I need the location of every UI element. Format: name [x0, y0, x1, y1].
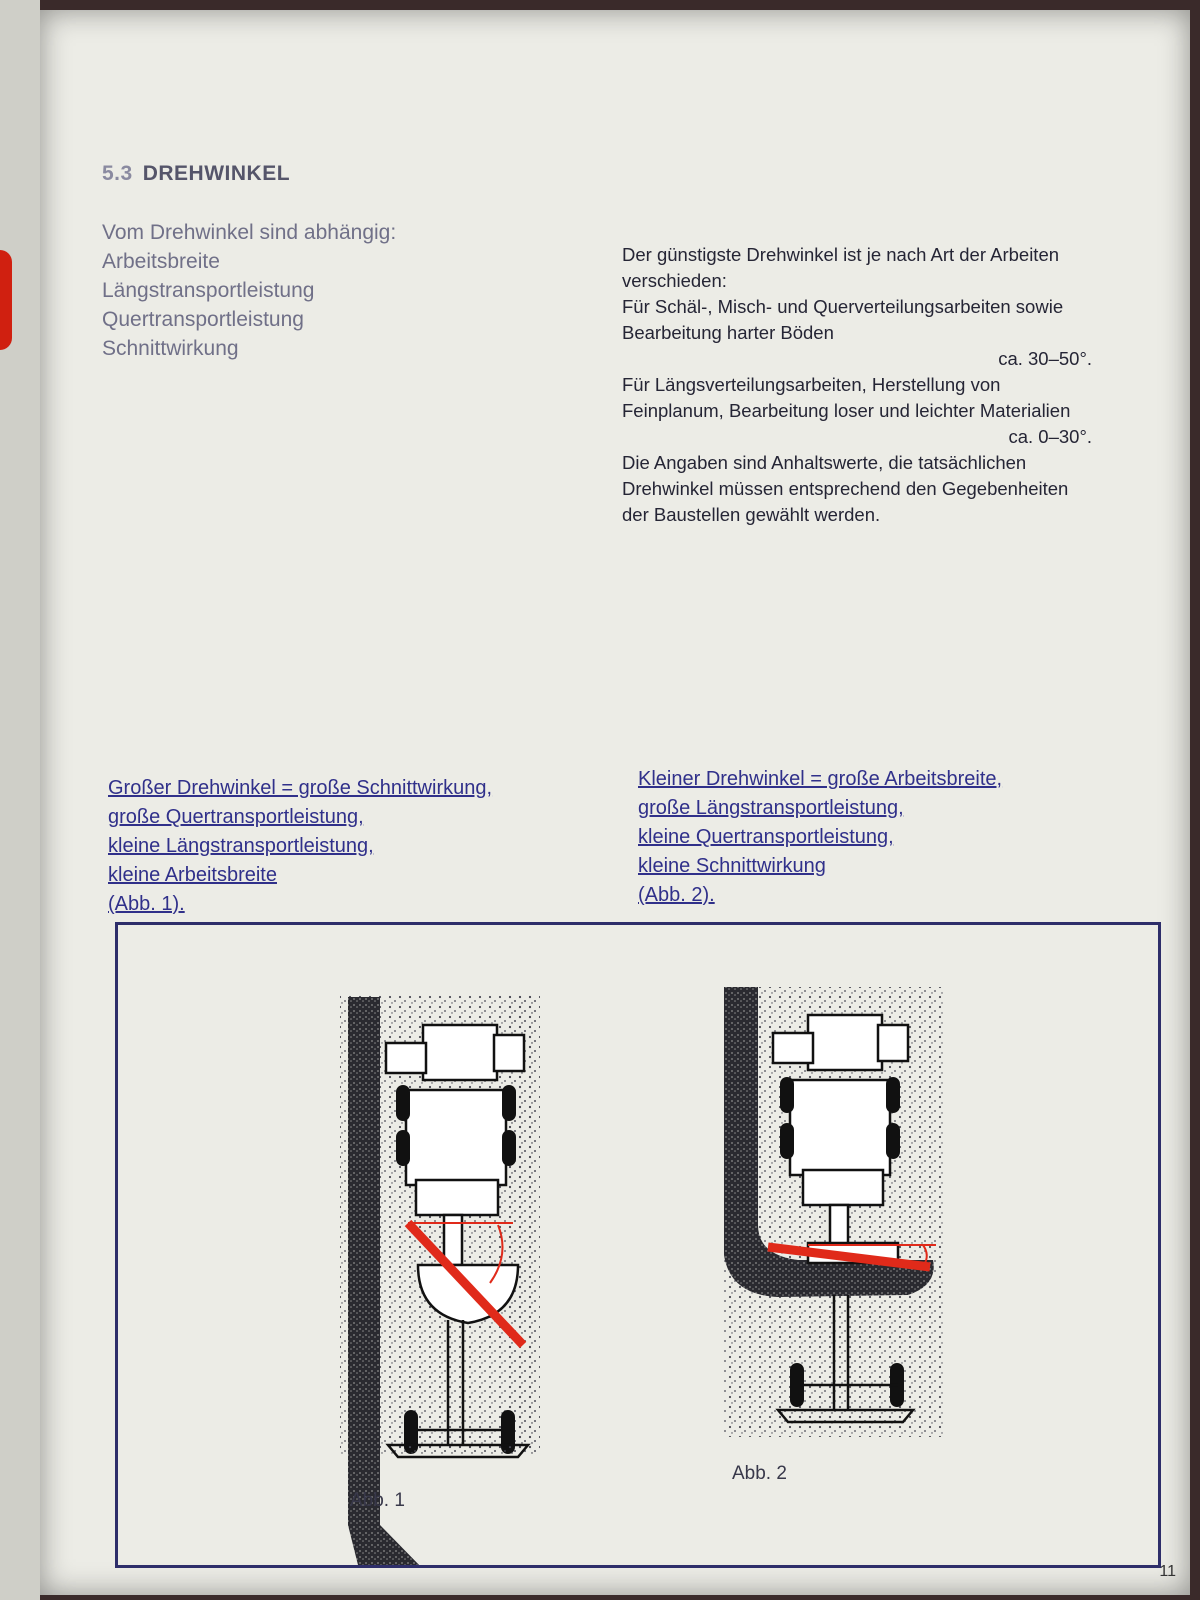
grader-illustrations — [118, 925, 1158, 1565]
paragraph: Der günstigste Drehwinkel ist je nach Art der Arbeiten verschieden: — [622, 244, 1060, 291]
figure-1-label: Abb. 1 — [350, 1490, 405, 1511]
angle-range-value: ca. 0–30°. — [1008, 426, 1092, 447]
caption-line: kleine Längstransportleistung, — [108, 835, 374, 857]
angle-recommendations — [622, 242, 1092, 528]
paragraph: Die Angaben sind Anhaltswerte, die tatsächlichen Drehwinkel müssen entsprechend den Gegebenheiten der Baustellen gewählt werden. — [622, 452, 1069, 525]
intro-line: Längstransportleistung — [102, 279, 315, 302]
adjacent-page-edge — [0, 0, 40, 1600]
caption-large-angle — [108, 774, 492, 919]
paragraph: Für Längsverteilungsarbeiten, Herstellung von Feinplanum, Bearbeitung loser und leichter Materialien — [622, 374, 1071, 421]
intro-list — [102, 218, 396, 363]
intro-line: Quertransportleistung — [102, 308, 304, 331]
figure-1-large-angle — [340, 995, 540, 1565]
angle-range-value: ca. 30–50°. — [998, 348, 1092, 369]
caption-line: große Längstransportleistung, — [638, 797, 904, 819]
caption-line: (Abb. 2). — [638, 884, 715, 906]
caption-line: Kleiner Drehwinkel = große Arbeitsbreite, — [638, 768, 1003, 790]
paragraph: Für Schäl-, Misch- und Querverteilungsarbeiten sowie Bearbeitung harter Böden — [622, 296, 1064, 343]
figure-2-label: Abb. 2 — [732, 1463, 787, 1484]
intro-line: Schnittwirkung — [102, 337, 239, 360]
figure-2-small-angle — [724, 987, 944, 1437]
red-tab-marker — [0, 250, 12, 350]
caption-line: kleine Quertransportleistung, — [638, 826, 894, 848]
caption-line: kleine Schnittwirkung — [638, 855, 826, 877]
figure-frame — [115, 922, 1161, 1568]
intro-line: Arbeitsbreite — [102, 250, 220, 273]
caption-line: kleine Arbeitsbreite — [108, 864, 277, 886]
caption-line: große Quertransportleistung, — [108, 806, 364, 828]
intro-line: Vom Drehwinkel sind abhängig: — [102, 221, 397, 244]
section-heading — [102, 162, 290, 186]
page-number: 11 — [1159, 1563, 1176, 1580]
document-page — [40, 10, 1190, 1595]
caption-line: (Abb. 1). — [108, 893, 185, 915]
section-title: DREHWINKEL — [142, 162, 291, 185]
section-number: 5.3 — [102, 162, 133, 185]
caption-line: Großer Drehwinkel = große Schnittwirkung, — [108, 777, 493, 799]
caption-small-angle — [638, 765, 1002, 910]
